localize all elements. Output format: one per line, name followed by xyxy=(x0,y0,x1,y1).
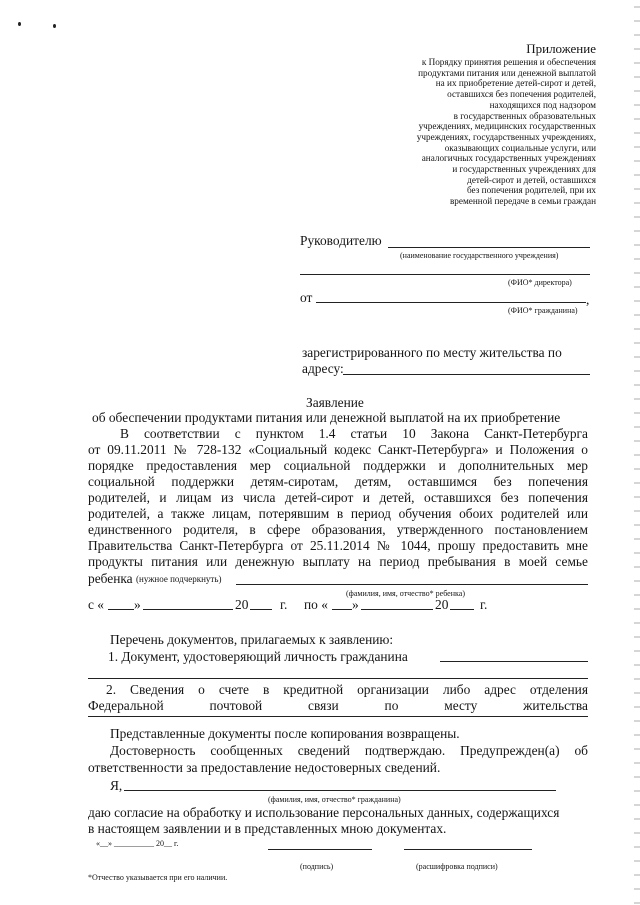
address-label: адресу: xyxy=(302,361,344,376)
citizen-hint: (ФИО* гражданина) xyxy=(508,306,578,315)
body-line: В соответствии с пунктом 1.4 статьи 10 Закона Санкт-Петербурга xyxy=(120,426,588,441)
appendix-line: временной передаче в семьи граждан xyxy=(449,196,596,207)
confirm-line-1: Достоверность сообщенных сведений подтверждаю. Предупрежден(а) об xyxy=(110,743,588,758)
body-line: родителей, и лицам из числа детей-сирот и детей, оставшихся без попечения xyxy=(88,490,588,505)
signature-field[interactable] xyxy=(268,849,372,850)
appendix-line: находящихся под надзором xyxy=(489,99,596,110)
institution-field[interactable] xyxy=(388,247,590,248)
period-to-year-field[interactable] xyxy=(450,609,474,610)
consent-line-2: в настоящем заявлении и в представленных мною документах. xyxy=(88,821,447,836)
appendix-line: учреждениях, государственных учреждениях, xyxy=(416,131,596,142)
documents-item-1: 1. Документ, удостоверяющий личность гражданина xyxy=(108,649,408,664)
citizen-name-field[interactable] xyxy=(316,302,586,303)
appendix-text xyxy=(336,57,596,207)
period-from-prefix: с « xyxy=(88,597,104,612)
appendix-line: к Порядку принятия решения и обеспечения xyxy=(421,57,596,67)
appendix-line: детей-сирот и детей, оставшихся xyxy=(467,174,596,185)
period-to-quote: » xyxy=(352,597,359,612)
scan-speck xyxy=(18,22,21,26)
appendix-title: Приложение xyxy=(526,41,596,56)
to-label: Руководителю xyxy=(300,233,382,248)
documents-item-2-line-2: Федеральной почтовой связи по месту жительства xyxy=(88,698,588,713)
child-name-field[interactable] xyxy=(236,584,588,585)
period-from-year-field[interactable] xyxy=(250,609,272,610)
returned-note: Представленные документы после копирования возвращены. xyxy=(110,726,460,741)
appendix-line: оказывающих социальные услуги, или xyxy=(444,142,596,153)
body-line: порядке предоставления мер социальной поддержки и дополнительных мер xyxy=(88,458,588,473)
appendix-line: оставшихся без попечения родителей, xyxy=(447,89,596,100)
postal-address-field[interactable] xyxy=(88,716,588,717)
period-to-day-field[interactable] xyxy=(332,609,352,610)
body-line: единственного родителя, в сфере образования, утвержденного постановлением xyxy=(88,522,588,537)
consent-ya: Я, xyxy=(110,778,123,793)
consent-name-hint: (фамилия, имя, отчество* гражданина) xyxy=(268,795,401,804)
child-label: ребенка xyxy=(88,571,133,586)
period-to-prefix: по « xyxy=(304,597,328,612)
scan-edge-artifact xyxy=(634,0,640,905)
documents-blank-line[interactable] xyxy=(88,678,588,679)
appendix-line: без попечения родителей, при их xyxy=(466,185,596,196)
child-hint: (нужное подчеркнуть) xyxy=(136,574,222,584)
director-hint: (ФИО* директора) xyxy=(508,278,572,287)
appendix-line: в государственных образовательных xyxy=(453,110,596,121)
appendix-line: и государственных учреждениях для xyxy=(452,164,596,175)
period-year-prefix-1: 20 xyxy=(235,597,249,612)
signature-hint: (подпись) xyxy=(300,862,334,871)
body-line: продукты питания или денежную выплату на период пребывания в моей семье xyxy=(88,554,588,569)
appendix-line: аналогичных государственных учреждениях xyxy=(421,153,596,164)
appendix-line: на их приобретение детей-сирот и детей, xyxy=(435,78,596,89)
signature-decrypt-field[interactable] xyxy=(404,849,532,850)
from-label: от xyxy=(300,290,313,305)
consent-line-1: даю согласие на обработку и использование персональных данных, содержащихся xyxy=(88,805,560,820)
institution-field-line2[interactable] xyxy=(300,274,590,275)
from-comma: , xyxy=(586,292,590,307)
period-year-prefix-2: 20 xyxy=(435,597,449,612)
registered-text: зарегистрированного по месту жительства по xyxy=(302,345,562,360)
child-name-hint: (фамилия, имя, отчество* ребенка) xyxy=(346,589,465,598)
body-line: социальной поддержки детям-сиротам, детям, оставшимся без попечения xyxy=(88,474,588,489)
appendix-line: продуктами питания или денежной выплатой xyxy=(418,67,596,78)
document-subtitle: об обеспечении продуктами питания или денежной выплатой на их приобретение xyxy=(92,410,561,425)
document-title: Заявление xyxy=(306,395,364,410)
identity-document-field[interactable] xyxy=(440,661,588,662)
body-line: от 09.11.2011 № 728-132 «Социальный кодекс Санкт-Петербурга» и Положения о xyxy=(88,442,588,457)
signature-date: «__» __________ 20__ г. xyxy=(96,839,179,848)
footnote: *Отчество указывается при его наличии. xyxy=(88,873,228,882)
consent-name-field[interactable] xyxy=(124,790,556,791)
address-field[interactable] xyxy=(343,374,590,375)
period-g-1: г. xyxy=(280,597,288,612)
institution-hint: (наименование государственного учреждения) xyxy=(400,251,559,260)
body-line: родителей, а также лицам, потерявшим в период обучения обоих родителей или xyxy=(88,506,588,521)
documents-item-2-line-1: 2. Сведения о счете в кредитной организации либо адрес отделения xyxy=(106,682,588,697)
period-from-month-field[interactable] xyxy=(143,609,233,610)
body-line: Правительства Санкт-Петербурга от 25.11.2014 № 1044, прошу предоставить мне xyxy=(88,538,588,553)
period-from-day-field[interactable] xyxy=(108,609,134,610)
signature-decrypt-hint: (расшифровка подписи) xyxy=(416,862,498,871)
period-to-month-field[interactable] xyxy=(361,609,433,610)
documents-heading: Перечень документов, прилагаемых к заявлению: xyxy=(110,632,394,647)
period-g-2: г. xyxy=(480,597,488,612)
appendix-line: учреждениях, медицинских государственных xyxy=(418,121,596,132)
confirm-line-2: ответственности за предоставление недостоверных сведений. xyxy=(88,760,441,775)
scan-speck xyxy=(53,24,56,28)
period-from-quote: » xyxy=(134,597,141,612)
